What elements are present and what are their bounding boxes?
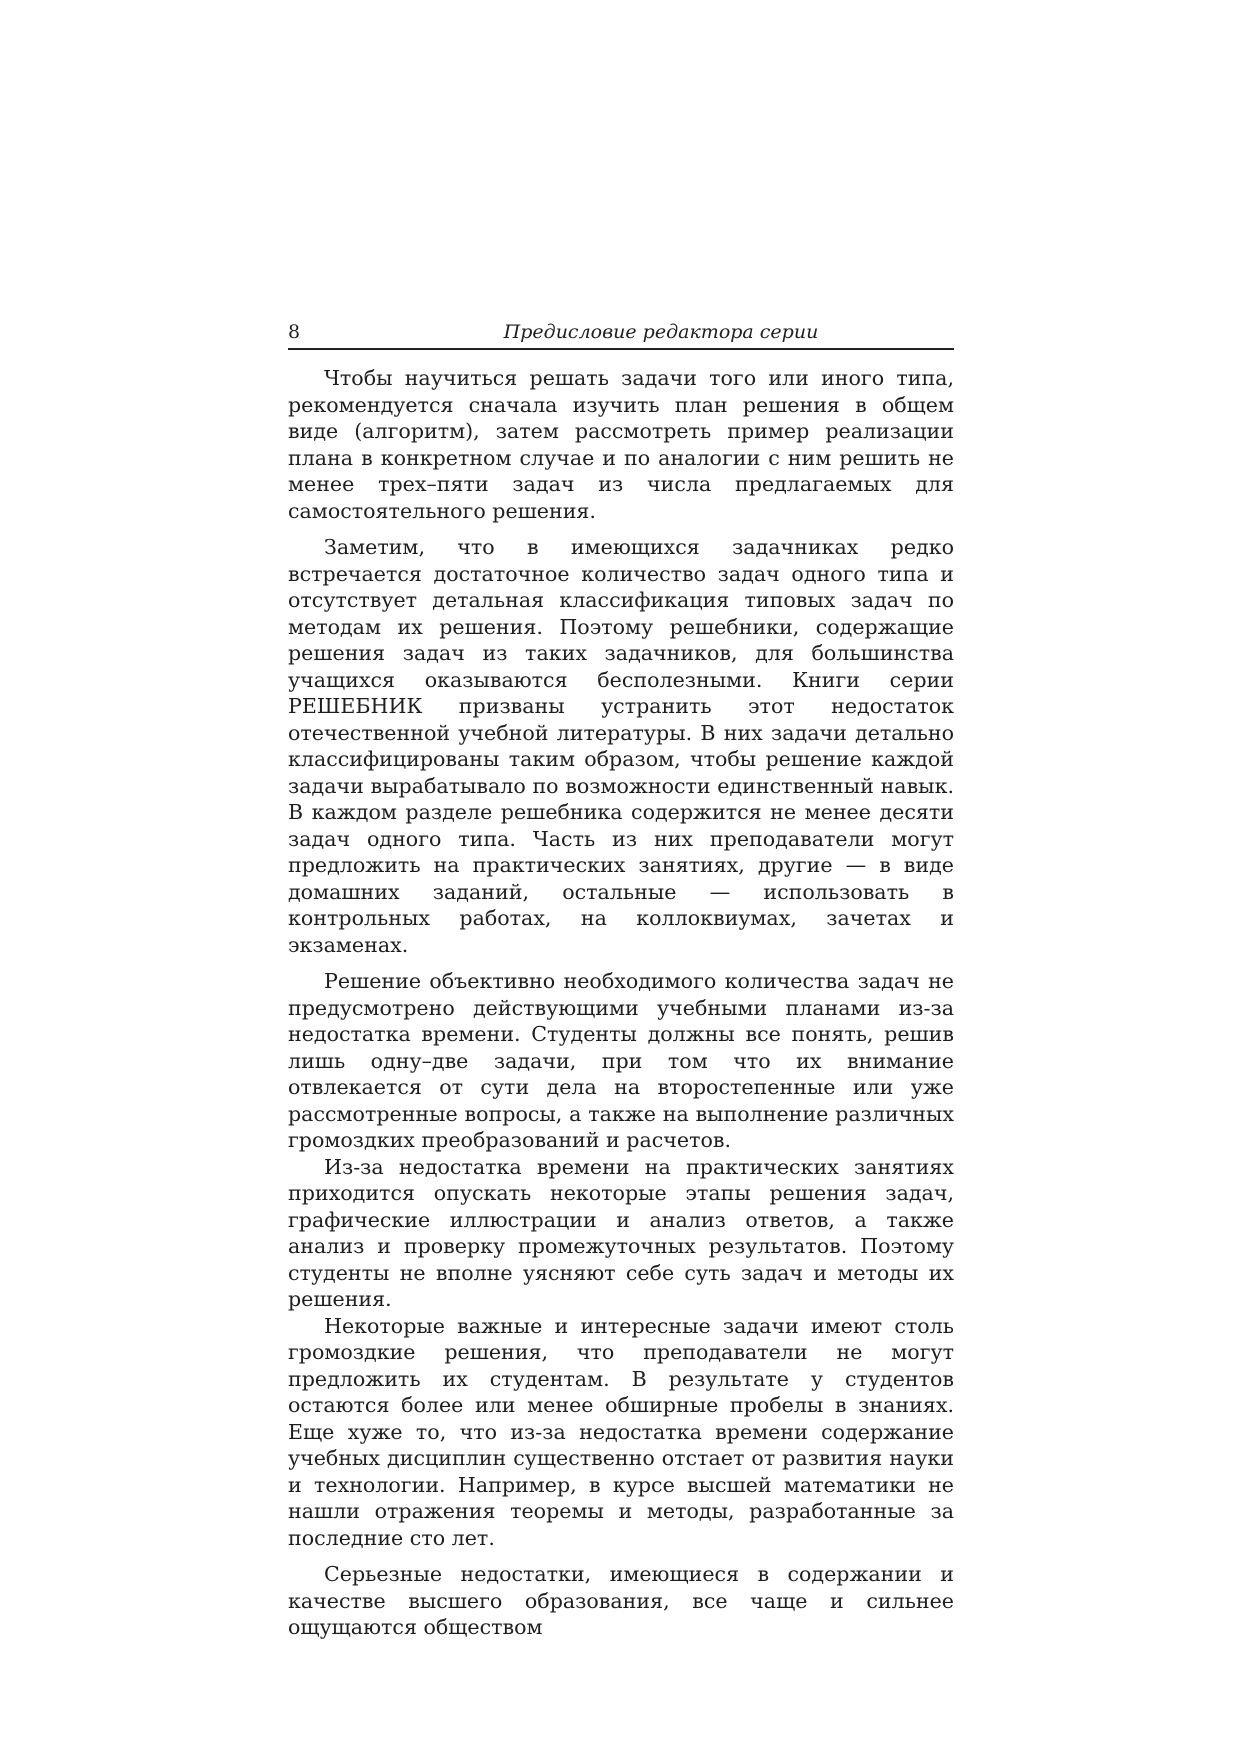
- paragraph-6: Серьезные недостатки, имеющиеся в содержании и качестве высшего образования, все чаще и сильнее ощущаются обществом: [288, 1562, 954, 1639]
- paragraph-5: Некоторые важные и интересные задачи имеют столь громоздкие решения, что преподаватели не могут предложить их студентам. В результате у студентов остаются более или менее обширные пробелы в знаниях. Еще хуже то, что из-за недостатка времени содержание учебных дисциплин существенно отстает от развития науки и технологии. Например, в курсе высшей математики не нашли отражения теоремы и методы, разработанные за последние сто лет.: [288, 1313, 954, 1550]
- running-title: Предисловие редактора серии: [503, 321, 819, 343]
- paragraph-3: Решение объективно необходимого количества задач не предусмотрено действующими учебными планами из-за недостатка времени. Студенты должны все понять, решив лишь одну–две задачи, при том что их внимание отвлекается от сути дела на второстепенные или уже рассмотренные вопросы, а также на выполнение различных громоздких преобразований и расчетов.: [288, 969, 954, 1152]
- paragraph-1: Чтобы научиться решать задачи того или иного типа, рекомендуется сначала изучить план решения в общем виде (алгоритм), затем рассмотреть пример реализации плана в конкретном случае и по аналогии с ним решить не менее трех–пяти задач из числа предлагаемых для самостоятельного решения.: [288, 366, 954, 523]
- body-text: [288, 365, 954, 1641]
- page-number: 8: [288, 321, 301, 343]
- page-header: [288, 320, 954, 350]
- paragraph-4: Из-за недостатка времени на практических занятиях приходится опускать некоторые этапы решения задач, графические иллюстрации и анализ ответов, а также анализ и проверку промежуточных результатов. Поэтому студенты не вполне уясняют себе суть задач и методы их решения.: [288, 1154, 954, 1311]
- paragraph-2: Заметим, что в имеющихся задачниках редко встречается достаточное количество задач одного типа и отсутствует детальная классификация типовых задач по методам их решения. Поэтому решебники, содержащие решения задач из таких задачников, для большинства учащихся оказываются бесполезными. Книги серии РЕШЕБНИК призваны устранить этот недостаток отечественной учебной литературы. В них задачи детально классифицированы таким образом, чтобы решение каждой задачи вырабатывало по возможности единственный навык. В каждом разделе решебника содержится не менее десяти задач одного типа. Часть из них преподаватели могут предложить на практических занятиях, другие — в виде домашних заданий, остальные — использовать в контрольных работах, на коллоквиумах, зачетах и экзаменах.: [288, 535, 954, 957]
